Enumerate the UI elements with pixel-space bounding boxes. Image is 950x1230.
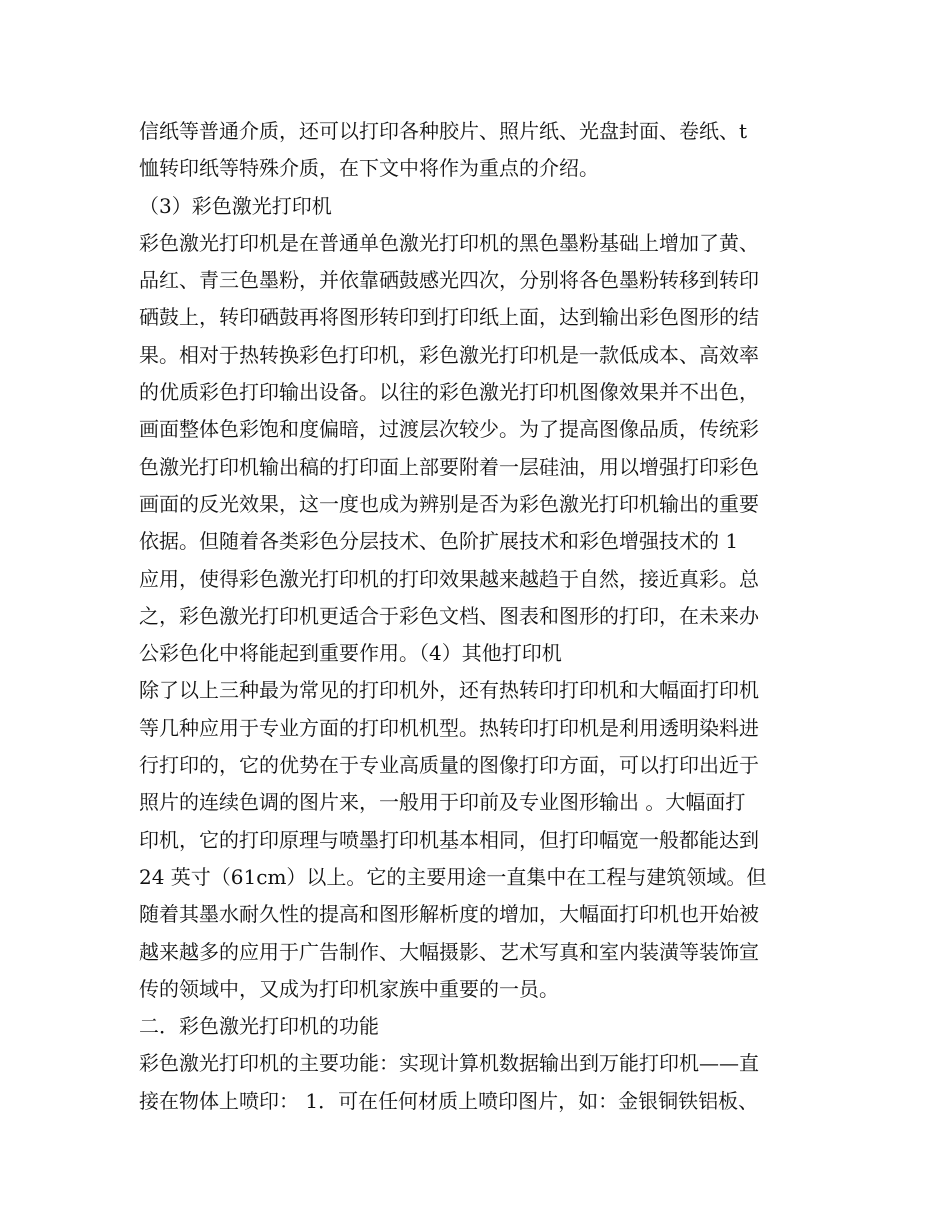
text-line: 彩色激光打印机是在普通单色激光打印机的黑色墨粉基础上增加了黄、 xyxy=(139,230,759,255)
text-line: 行打印的，它的优势在于专业高质量的图像打印方面，可以打印出近于 xyxy=(139,753,759,778)
text-line: 印机，它的打印原理与喷墨打印机基本相同，但打印幅宽一般都能达到 xyxy=(139,827,759,852)
text-line: 画面整体色彩饱和度偏暗，过渡层次较少。为了提高图像品质，传统彩 xyxy=(139,417,759,442)
text-line: 传的领域中，又成为打印机家族中重要的一员。 xyxy=(139,976,559,1001)
text-line: 恤转印纸等特殊介质，在下文中将作为重点的介绍。 xyxy=(139,156,599,181)
text-line: 依据。但随着各类彩色分层技术、色阶扩展技术和彩色增强技术的 1 xyxy=(139,529,739,554)
text-line: 之，彩色激光打印机更适合于彩色文档、图表和图形的打印，在未来办 xyxy=(139,603,759,628)
text-line: 随着其墨水耐久性的提高和图形解析度的增加，大幅面打印机也开始被 xyxy=(139,902,759,927)
text-line: 越来越多的应用于广告制作、大幅摄影、艺术写真和室内装潢等装饰宣 xyxy=(139,939,759,964)
text-line: 品红、青三色墨粉，并依靠硒鼓感光四次，分别将各色墨粉转移到转印 xyxy=(139,268,759,293)
text-line: 画面的反光效果，这一度也成为辨别是否为彩色激光打印机输出的重要 xyxy=(139,491,759,516)
text-line: 等几种应用于专业方面的打印机机型。热转印打印机是利用透明染料进 xyxy=(139,715,759,740)
text-line: 应用，使得彩色激光打印机的打印效果越来越趋于自然，接近真彩。总 xyxy=(139,566,759,591)
text-line: 除了以上三种最为常见的打印机外，还有热转印打印机和大幅面打印机 xyxy=(139,678,759,703)
text-line: 24 英寸（61cm）以上。它的主要用途一直集中在工程与建筑领域。但 xyxy=(139,864,767,889)
text-line: 硒鼓上，转印硒鼓再将图形转印到打印纸上面，达到输出彩色图形的结 xyxy=(139,305,759,330)
text-line: 公彩色化中将能起到重要作用。（4）其他打印机 xyxy=(139,641,562,666)
section-heading: 二．彩色激光打印机的功能 xyxy=(139,1014,379,1039)
text-line: 色激光打印机输出稿的打印面上部要附着一层硅油，用以增强打印彩色 xyxy=(139,454,759,479)
text-line: 的优质彩色打印输出设备。以往的彩色激光打印机图像效果并不出色， xyxy=(139,380,759,405)
text-line: 果。相对于热转换彩色打印机，彩色激光打印机是一款低成本、高效率 xyxy=(139,342,759,367)
text-line: 接在物体上喷印： 1．可在任何材质上喷印图片，如：金银铜铁铝板、 xyxy=(139,1088,759,1113)
section-heading: （3）彩色激光打印机 xyxy=(139,193,332,218)
text-line: 照片的连续色调的图片来，一般用于印前及专业图形输出 。大幅面打 xyxy=(139,790,746,815)
text-line: 彩色激光打印机的主要功能：实现计算机数据输出到万能打印机——直 xyxy=(139,1051,759,1076)
text-line: 信纸等普通介质，还可以打印各种胶片、照片纸、光盘封面、卷纸、t xyxy=(139,119,748,143)
document-body xyxy=(139,113,819,1120)
